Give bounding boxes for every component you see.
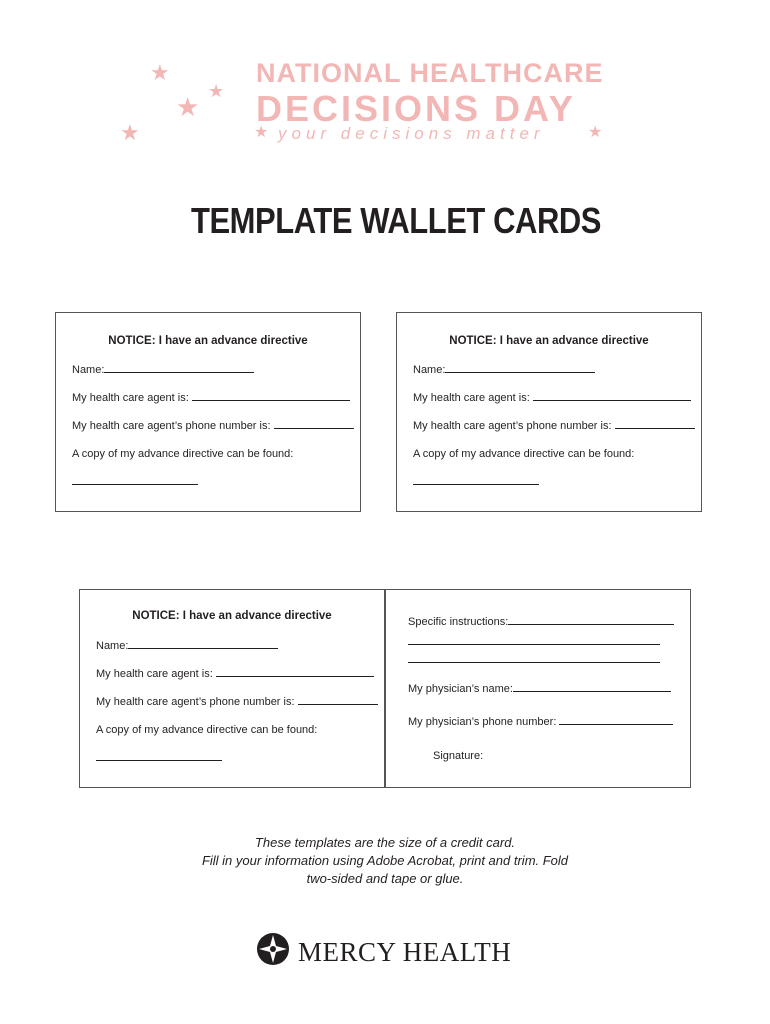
mercy-health-logo [256,932,526,972]
brand-name: MERCY HEALTH [298,937,512,967]
name-field[interactable] [445,371,595,373]
star-icon: ★ [208,81,225,101]
wallet-card-front-1 [55,312,361,512]
physician-phone-field[interactable] [559,723,673,725]
wallet-card-front-3 [79,589,385,788]
instructions-field-line-2[interactable] [408,644,660,645]
copy-location-label: A copy of my advance directive can be found: [413,448,635,460]
card-notice: NOTICE: I have an advance directive [449,335,649,347]
star-icon: ★ [120,120,140,145]
agent-label: My health care agent is: [72,392,189,404]
physician-name-field[interactable] [513,690,671,692]
name-label: Name: [96,640,129,652]
name-label: Name: [72,364,105,376]
copy-location-label: A copy of my advance directive can be found: [96,724,318,736]
banner-line-2: DECISIONS DAY [256,88,576,129]
instructions-label: Specific instructions: [408,616,509,628]
note-line-2: Fill in your information using Adobe Acrobat, print and trim. Fold [201,853,569,868]
signature-label: Signature: [433,750,484,762]
copy-location-field[interactable] [96,760,222,761]
agent-field[interactable] [533,399,691,401]
agent-phone-label: My health care agent’s phone number is: [413,420,612,432]
note-line-1: These templates are the size of a credit card. [254,835,516,850]
star-icon: ★ [150,60,170,85]
wallet-card-back [385,589,691,788]
instructions-field-line-3[interactable] [408,662,660,663]
wallet-card-front-2 [396,312,702,512]
agent-phone-field[interactable] [274,427,354,429]
note-line-3: two-sided and tape or glue. [306,871,464,886]
decisions-day-logo [100,52,620,162]
copy-location-label: A copy of my advance directive can be found: [72,448,294,460]
agent-field[interactable] [192,399,350,401]
physician-phone-label: My physician’s phone number: [408,716,557,728]
agent-phone-label: My health care agent’s phone number is: [72,420,271,432]
name-label: Name: [413,364,446,376]
agent-phone-field[interactable] [298,703,378,705]
page-title: TEMPLATE WALLET CARDS [190,200,602,241]
agent-phone-field[interactable] [615,427,695,429]
mercy-cross-icon [256,932,290,966]
copy-location-field[interactable] [413,484,539,485]
banner-line-1: NATIONAL HEALTHCARE [256,58,604,88]
agent-label: My health care agent is: [96,668,213,680]
name-field[interactable] [128,647,278,649]
agent-phone-label: My health care agent’s phone number is: [96,696,295,708]
star-icon: ★ [176,92,200,122]
card-notice: NOTICE: I have an advance directive [132,610,332,622]
banner-tagline: your decisions matter [278,124,545,143]
star-icon: ★ [588,124,603,141]
card-notice: NOTICE: I have an advance directive [108,335,308,347]
name-field[interactable] [104,371,254,373]
star-icon: ★ [254,124,269,141]
agent-field[interactable] [216,675,374,677]
instructions-field[interactable] [508,623,674,625]
physician-name-label: My physician’s name: [408,683,513,695]
agent-label: My health care agent is: [413,392,530,404]
instruction-note [0,834,770,888]
copy-location-field[interactable] [72,484,198,485]
